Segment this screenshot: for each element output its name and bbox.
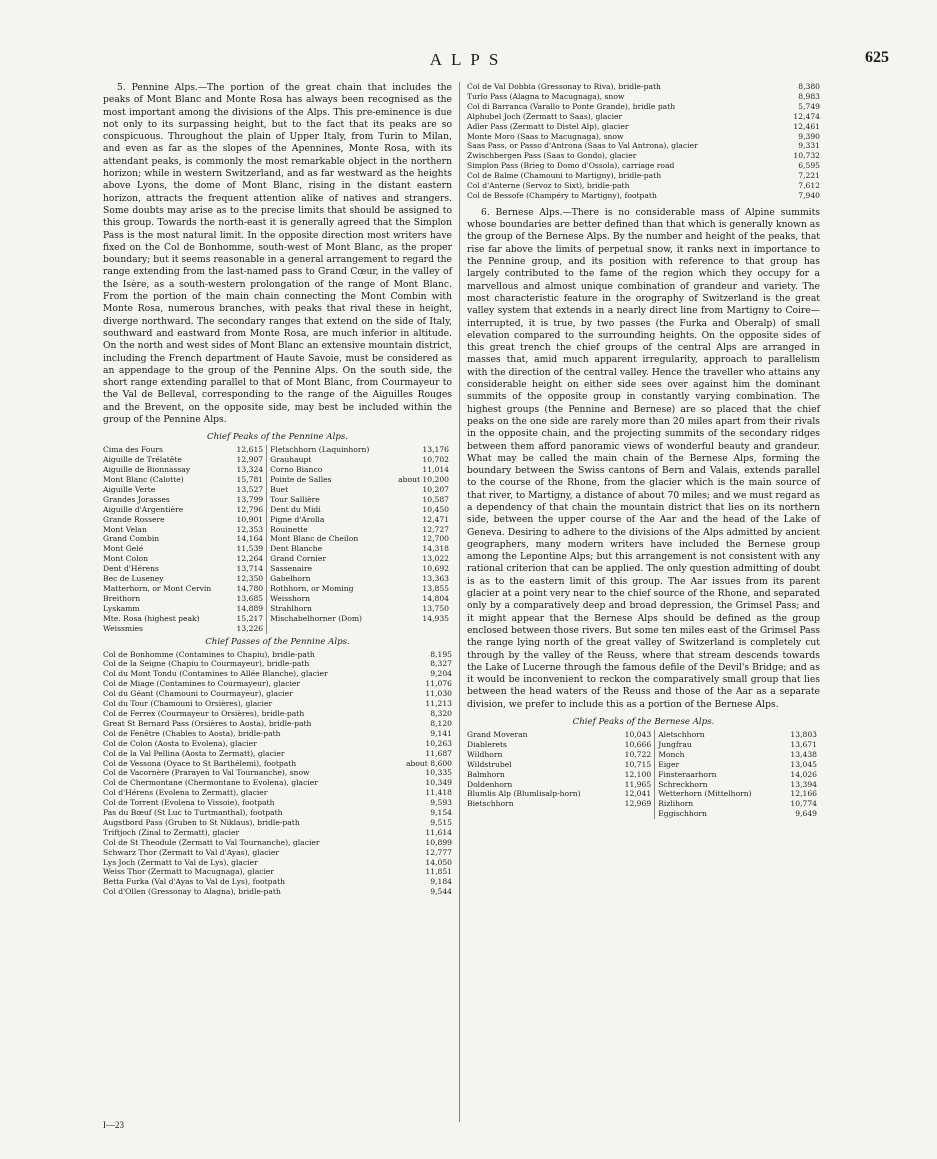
pass-name: Col di Barranca (Varallo to Ponte Grande), bridle path [467, 101, 676, 111]
pass-name: Col de Balme (Chamouni to Martigny), bridle-path [467, 171, 662, 181]
peak-height: 12,969 [624, 799, 652, 809]
peak-name: Aletschhorn [655, 730, 782, 740]
peak-row [103, 594, 452, 604]
peak-name: Grand Cornier [267, 554, 389, 564]
bernese-peaks-caption: Chief Peaks of the Bernese Alps. [572, 717, 715, 728]
peak-name: Grand Combin [103, 534, 160, 544]
peak-height: 14,318 [422, 544, 449, 554]
bernese-peaks-table [467, 730, 820, 819]
pass-row [103, 719, 452, 729]
pass-row [103, 788, 452, 798]
peak-name: Aiguille de Trélatête [103, 455, 182, 465]
pass-row [103, 729, 452, 739]
peak-height [615, 809, 654, 819]
pass-height: 9,390 [798, 131, 820, 141]
peak-row [467, 809, 820, 819]
peak-height: 13,438 [790, 749, 817, 759]
pass-row [103, 759, 452, 769]
peak-name: Schreckhorn [655, 780, 782, 790]
peak-height: 13,324 [236, 465, 264, 475]
pass-name: Col du Mont Tondu (Contamines to Allée Blanche), glacier [103, 669, 328, 679]
peak-name: Bietschhorn [467, 799, 514, 809]
peak-name: Mte. Rosa (highest peak) [103, 613, 200, 623]
pass-row [103, 818, 452, 828]
pass-height: 9,515 [430, 817, 452, 827]
peak-name: Doldenhorn [467, 779, 513, 789]
pass-name: Zwischbergen Pass (Saas to Gondo), glacier [467, 151, 637, 161]
pass-height: 11,614 [425, 827, 452, 837]
peak-height: 15,217 [236, 613, 264, 623]
peak-height: 9,649 [795, 809, 817, 819]
peak-name [267, 624, 389, 634]
column-divider [459, 82, 460, 1122]
peak-height: 12,796 [236, 504, 264, 514]
peak-height: 10,715 [624, 759, 652, 769]
pass-name: Col d'Anterne (Servoz to Sixt), bridle-path [467, 181, 630, 191]
peak-name: Buet [267, 485, 389, 495]
pass-row [103, 768, 452, 778]
peak-height: 14,164 [236, 534, 264, 544]
pass-name: Simplon Pass (Brieg to Domo d'Ossola), carriage road [467, 161, 675, 171]
peak-name: Monch [655, 750, 782, 760]
pass-name: Col de Chermontane (Chermontane to Evolena), glacier [103, 778, 318, 788]
pass-height: 6,595 [798, 161, 820, 171]
peak-height: 13,045 [790, 759, 817, 769]
pass-name: Turlo Pass (Alagna to Macugnaga), snow [467, 91, 625, 101]
peak-name: Wetterhorn (Mittelhorn) [655, 789, 782, 799]
pass-height: about 8,600 [405, 758, 452, 768]
peak-height: 13,671 [790, 739, 817, 749]
peak-row [103, 475, 452, 485]
pass-name: Col d'Hérens (Evolena to Zermatt), glacier [103, 788, 268, 798]
bernese-alps-paragraph: 6. Bernese Alps.—There is no considerable mass of Alpine summits whose boundaries are better defined than that which is generally known as the group of the Bernese Alps. By the number and height of the peaks, that rise far above the limits of perpetual snow, it ranks next in importance to the Pennine group, and its position with reference to that group has largely contributed to the fame of the region which they occupy for a marvellous and almost unique combination of grandeur and variety. The most characteristic feature in the orography of Switzerland is the great valley system that extends in a nearly direct line from Martigny to Coire—interrupted, it is true, by two passes (the Furka and Oberalp) of small elevation compared to the surrounding heights. On the opposite sides of this great trench the chief groups of the central Alps are arranged in masses that, amid much apparent irregularity, approach to parallelism with the direction of the central valley. Hence the traveller who attains any considerable height on either side sees over against him the dominant summits of the opposite group in constantly varying combination. The highest groups (the Pennine and Bernese) are so placed that the chief peaks on the one side are rarely more than 20 miles apart from their rivals in the opposite chain, and the projecting summits of the secondary ridges between them afford panoramic views of wonderful beauty and grandeur. What may be called the main chain of the Bernese Alps, forming the boundary between the Swiss cantons of Bern and Valais, extends parallel to the course of the Rhone, from the glacier which is the main source of that river, to Martigny, a distance of about 70 miles; and we must regard as a dependency of that chain the mountain district that lies on its northern side, between the upper course of the Aar and the head of the Lake of Geneva. Desiring to adhere to the divisions of the Alps admitted by ancient geographers, many modern writers have included the Bernese group among the Lepontine Alps; but this arrangement is not consistent with any rational criterion that can be applied. The only question admitting of doubt is as to the eastern limit of this group. The Aar issues from its parent glacier at a point very near to the chief source of the Rhone, and separated only by a comparatively deep and broad depression, the Grimsel Pass; and it might appear that the Bernese Alps should be defined as the group enclosed between those rivers. But some ten miles east of the Grimsel Pass the range lying north of the great valley of Switzerland is completely cut through by the valley of the Reuss, where that stream descends towards the Lake of Lucerne through the famous defile of the Devil's Bridge; and as it would be inconvenient to reckon the comparatively small group that lies between the head waters of the Reuss and those of the Aar as a separate division, we prefer to include this as a portion of the Bernese Alps. [467, 206, 820, 710]
peak-height: 12,907 [236, 455, 264, 465]
peak-row [467, 799, 820, 809]
peak-name: Jungfrau [655, 740, 782, 750]
peak-name: Dent du Midi [267, 505, 389, 515]
pass-row [103, 778, 452, 788]
pass-row [103, 848, 452, 858]
peak-height: 14,935 [422, 613, 449, 623]
peak-height: 13,363 [422, 574, 449, 584]
peak-name: Breithorn [103, 593, 141, 603]
peak-height: 14,804 [422, 593, 449, 603]
peak-height: 10,702 [422, 455, 449, 465]
pass-name: Col d'Ollen (Gressonay to Alagna), bridle-path [103, 887, 281, 897]
pass-name: Col de Val Dobbia (Gressonay to Riva), bridle-path [467, 82, 661, 91]
pass-height: 10,263 [425, 738, 452, 748]
pass-height: 8,195 [430, 649, 452, 659]
peak-row [103, 505, 452, 515]
pass-height: 9,544 [430, 887, 452, 897]
pass-height: 12,474 [793, 111, 820, 121]
pass-name: Col de la Val Pellina (Aosta to Zermatt), glacier [103, 748, 285, 758]
peak-height: 14,889 [236, 603, 264, 613]
pass-height: 9,593 [430, 798, 452, 808]
pass-height: 10,335 [425, 768, 452, 778]
peak-height: 13,022 [422, 554, 449, 564]
pass-name: Saas Pass, or Passo d'Antrona (Saas to Val Antrona), glacier [467, 141, 698, 151]
peak-row [103, 544, 452, 554]
pass-height: 7,221 [798, 171, 820, 181]
peak-height: 15,781 [236, 475, 264, 485]
pass-height: 9,184 [430, 877, 452, 887]
peak-row [103, 614, 452, 624]
pass-row [103, 659, 452, 669]
peak-height: 10,774 [790, 799, 817, 809]
peak-name: Dent Blanche [267, 544, 389, 554]
pass-name: Col de Bonhomme (Contamines to Chapiu), bridle-path [103, 649, 315, 659]
pass-row [467, 181, 820, 191]
peak-name: Grandes Jorasses [103, 494, 170, 504]
pass-name: Col de Ferrex (Courmayeur to Orsières), bridle-path [103, 708, 305, 718]
peak-row [103, 604, 452, 614]
peak-row [103, 554, 452, 564]
pass-name: Col de Vessona (Oyace to St Barthélemi), footpath [103, 758, 297, 768]
pass-row [467, 171, 820, 181]
pass-height: 9,331 [798, 141, 820, 151]
pass-height: 9,141 [430, 728, 452, 738]
peak-name: Lyskamm [103, 603, 140, 613]
pass-height: 7,940 [798, 190, 820, 200]
pennine-alps-paragraph: 5. Pennine Alps.—The portion of the great chain that includes the peaks of Mont Blanc and Monte Rosa has always been recognised as the most important among the divisions of the Alps. This pre-eminence is due not only to its surpassing height, but to the fact that its peaks are so conspicuous. Throughout the plain of Upper Italy, from Turin to Milan, and even as far as the slopes of the Apennines, Monte Rosa, with its attendant peaks, is commonly the most remarkable object in the northern horizon; while in western Switzerland, and as far westward as the heights above Lyons, the dome of Mont Blanc, rising in the distant eastern horizon, attracts the frequent attention alike of natives and strangers. Some doubts may arise as to the precise limits that should be assigned to this group. Towards the north-east it is generally agreed that the Simplon Pass is the most natural limit. In the opposite direction most writers have fixed on the Col de Bonhomme, south-west of Mont Blanc, as the proper boundary; but it seems reasonable in a general arrangement to regard the range extending from the last-named pass to Grand Cœur, in the valley of the Isère, as a south-western prolongation of the range of Mont Blanc. From the portion of the main chain connecting the Mont Combin with Monte Rosa, numerous branches, with peaks that rival these in height, diverge northward. The secondary ranges that extend on the side of Italy, southward and eastward from Monte Rosa, are much inferior in altitude. On the north and west sides of Mont Blanc an extensive mountain district, including the French department of Haute Savoie, must be considered as an appendage to the group of the Pennine Alps. On the south side, the short range extending parallel to that of Mont Blanc, from Courmayeur to the Val de Belleval, corresponding to the range of the Aiguilles Rouges and the Brevent, on the opposite side, may best be included within the group of the Pennine Alps. [103, 82, 452, 426]
peak-row [103, 485, 452, 495]
peak-height: 14,026 [790, 769, 817, 779]
peak-name: Mont Velan [103, 524, 147, 534]
peak-row [103, 564, 452, 574]
pass-name: Col de St Theodule (Zermatt to Val Tournanche), glacier [103, 837, 320, 847]
pass-height: 14,050 [425, 857, 452, 867]
pass-name: Col de Miage (Contamines to Courmayeur), glacier [103, 679, 301, 689]
peak-name: Wildhorn [467, 749, 503, 759]
peak-row [103, 495, 452, 505]
peak-row [467, 740, 820, 750]
pass-height: 8,380 [798, 82, 820, 91]
peak-name: Weissmies [103, 623, 143, 633]
pass-name: Great St Bernard Pass (Orsières to Aosta), bridle-path [103, 718, 312, 728]
peak-name: Finsteraarhorn [655, 770, 782, 780]
pass-name: Col de la Seigne (Chapiu to Courmayeur), bridle-path [103, 659, 310, 669]
peak-row [467, 780, 820, 790]
pass-row [467, 141, 820, 151]
peak-height: 10,043 [624, 730, 652, 740]
peak-row [103, 455, 452, 465]
peak-name [467, 809, 615, 819]
pass-height: 11,030 [425, 689, 452, 699]
peak-height: 12,615 [236, 445, 264, 455]
pass-name: Col du Tour (Chamouni to Orsières), glacier [103, 699, 273, 709]
pass-height: 10,732 [793, 151, 820, 161]
pass-row [103, 877, 452, 887]
pass-name: Adler Pass (Zermatt to Distel Alp), glacier [467, 121, 629, 131]
pass-name: Monte Moro (Saas to Macugnaga), snow [467, 131, 624, 141]
peak-name: Pigne d'Arolla [267, 515, 389, 525]
pass-name: Col de Vacornère (Prarayen to Val Tournanche), snow [103, 768, 310, 778]
pass-height: 8,327 [430, 659, 452, 669]
peak-height: 13,394 [790, 779, 817, 789]
pass-height: 5,749 [798, 101, 820, 111]
pass-height: 11,213 [425, 699, 452, 709]
pass-row [103, 798, 452, 808]
peak-name: Wildstrubel [467, 759, 512, 769]
peak-height: 12,041 [624, 789, 652, 799]
peak-height: 13,750 [422, 603, 449, 613]
peak-height: 13,527 [236, 484, 264, 494]
peak-row [103, 574, 452, 584]
pass-name: Col du Géant (Chamouni to Courmayeur), glacier [103, 689, 293, 699]
peak-height: 12,100 [624, 769, 652, 779]
peak-name: Eggischhorn [655, 809, 782, 819]
pass-row [103, 867, 452, 877]
pass-row [103, 699, 452, 709]
page-number: 625 [865, 49, 889, 66]
peak-height: 13,685 [236, 593, 264, 603]
peak-name: Strahlhorn [267, 604, 389, 614]
peak-row [103, 534, 452, 544]
peak-height: 12,353 [236, 524, 264, 534]
pass-row [103, 689, 452, 699]
peak-name: Dent d'Hérens [103, 564, 159, 574]
pass-name: Col de Fenêtre (Chables to Aosta), bridle-path [103, 728, 281, 738]
pass-row [103, 650, 452, 660]
peak-name: Grand Moveran [467, 730, 528, 740]
pass-row [103, 858, 452, 868]
peak-height: 12,727 [422, 524, 449, 534]
pass-height: 12,777 [425, 847, 452, 857]
pass-height: 7,612 [798, 181, 820, 191]
peak-name: Gabelhorn [267, 574, 389, 584]
pass-row [103, 808, 452, 818]
pass-name: Weiss Thor (Zermatt to Macugnaga), glacier [103, 867, 275, 877]
peak-row [467, 789, 820, 799]
pass-height: 11,418 [425, 788, 452, 798]
pass-name: Triftjoch (Zinal to Zermatt), glacier [103, 827, 240, 837]
peak-name: Sassenaire [267, 564, 389, 574]
peak-name: Balmhorn [467, 769, 505, 779]
peak-row [467, 770, 820, 780]
pennine-peaks-caption: Chief Peaks of the Pennine Alps. [207, 432, 348, 443]
peak-name: Bec de Luseney [103, 574, 164, 584]
peak-name: Tour Sallière [267, 495, 389, 505]
pass-height: 9,154 [430, 808, 452, 818]
peak-height: 12,264 [236, 554, 264, 564]
peak-name: Eiger [655, 760, 782, 770]
pass-height: 8,120 [430, 718, 452, 728]
peak-row [103, 584, 452, 594]
peak-height: 12,350 [236, 574, 264, 584]
pass-name: Col de Colon (Aosta to Evolena), glacier [103, 738, 257, 748]
pass-row [467, 132, 820, 142]
peak-height: 13,714 [236, 564, 264, 574]
left-column [103, 82, 452, 903]
peak-name: Pointe de Salles [267, 475, 389, 485]
peak-height: 11,539 [236, 544, 264, 554]
pass-row [103, 828, 452, 838]
peak-name: Grauhaupt [267, 455, 389, 465]
peak-height: 13,803 [790, 730, 817, 740]
peak-height: 10,666 [624, 739, 652, 749]
peak-height: 13,799 [236, 494, 264, 504]
pass-height: 10,899 [425, 837, 452, 847]
peak-name: Fletschhorn (Laquinhorn) [267, 445, 389, 455]
peak-height: 10,450 [422, 504, 449, 514]
peak-row [103, 445, 452, 455]
pennine-passes-caption: Chief Passes of the Pennine Alps. [205, 636, 350, 647]
pass-row [467, 92, 820, 102]
peak-height: 10,692 [422, 564, 449, 574]
pass-row [103, 838, 452, 848]
peak-name: Blumlis Alp (Blumlisalp-horn) [467, 789, 581, 799]
peak-height: 10,901 [236, 514, 264, 524]
peak-height [388, 624, 452, 634]
pass-name: Augstbord Pass (Gruben to St Niklaus), bridle-path [103, 817, 300, 827]
pennine-passes-list [103, 650, 452, 898]
pass-row [467, 161, 820, 171]
peak-height: 13,176 [422, 445, 449, 455]
peak-row [103, 515, 452, 525]
pass-row [103, 679, 452, 689]
pass-height: 12,461 [793, 121, 820, 131]
peak-height: about 10,200 [398, 475, 449, 485]
pass-row [467, 122, 820, 132]
peak-name: Aiguille Verte [103, 484, 156, 494]
pass-row [103, 887, 452, 897]
pass-row [467, 151, 820, 161]
peak-row [467, 750, 820, 760]
peak-row [103, 624, 452, 634]
pass-name: Alphubel Joch (Zermatt to Saas), glacier [467, 111, 623, 121]
pass-name: Betta Furka (Val d'Ayas to Val de Lys), footpath [103, 877, 286, 887]
pass-row [467, 112, 820, 122]
pass-height: 11,851 [425, 867, 452, 877]
peak-name: Mont Colon [103, 554, 148, 564]
peak-name: Rouinette [267, 525, 389, 535]
pass-row [467, 102, 820, 112]
pass-height: 9,204 [430, 669, 452, 679]
pass-name: Col de Bessofe (Champéry to Martigny), footpath [467, 190, 657, 200]
peak-name: Cima des Fours [103, 445, 163, 455]
pass-height: 11,687 [425, 748, 452, 758]
pennine-passes-list-continued [467, 82, 820, 201]
pass-name: Schwarz Thor (Zermatt to Val d'Ayas), glacier [103, 847, 280, 857]
peak-height: 12,471 [422, 514, 449, 524]
right-column [467, 82, 820, 819]
peak-height: 10,722 [624, 749, 652, 759]
peak-name: Aiguille de Bionnassay [103, 465, 191, 475]
pass-row [467, 191, 820, 201]
pass-height: 10,349 [425, 778, 452, 788]
signature-mark: I—23 [103, 1120, 124, 1130]
peak-name: Matterhorn, or Mont Cervin [103, 584, 212, 593]
pass-row [103, 709, 452, 719]
pass-row [467, 82, 820, 92]
pass-name: Lys Joch (Zermatt to Val de Lys), glacier [103, 857, 258, 867]
pass-row [103, 669, 452, 679]
pass-name: Pas du Bœuf (St Luc to Turtmanthal), footpath [103, 808, 283, 818]
peak-name: Mont Gelé [103, 544, 144, 554]
pass-height: 8,320 [430, 708, 452, 718]
peak-height: 11,014 [422, 465, 449, 475]
peak-height: 13,226 [236, 623, 264, 633]
peak-name: Aiguille d'Argentière [103, 504, 184, 514]
peak-name: Rizlihorn [655, 799, 782, 809]
peak-row [467, 730, 820, 740]
peak-height: 13,855 [422, 584, 449, 593]
peak-name: Grande Rossere [103, 514, 165, 524]
peak-height: 14,780 [236, 584, 264, 593]
peak-row [103, 465, 452, 475]
pass-height: 8,983 [798, 91, 820, 101]
pennine-peaks-table [103, 445, 452, 633]
peak-name: Mischabelhorner (Dom) [267, 614, 389, 624]
peak-height: 11,965 [624, 779, 652, 789]
peak-row [467, 760, 820, 770]
pass-row [103, 749, 452, 759]
peak-name: Rothhorn, or Moming [267, 584, 389, 594]
peak-height: 12,166 [790, 789, 817, 799]
peak-name: Weisshorn [267, 594, 389, 604]
peak-name: Mont Blanc de Cheilon [267, 534, 389, 544]
running-title: ALPS [429, 50, 508, 69]
peak-height: 10,587 [422, 494, 449, 504]
peak-height: 10,207 [422, 484, 449, 494]
peak-name: Corno Bianco [267, 465, 389, 475]
peak-name: Diablerets [467, 739, 507, 749]
peak-name: Mont Blanc (Calotte) [103, 475, 184, 485]
pass-height: 11,076 [425, 679, 452, 689]
peak-row [103, 525, 452, 535]
pass-name: Col de Torrent (Evolena to Vissoie), footpath [103, 798, 275, 808]
peak-height: 12,700 [422, 534, 449, 544]
pass-row [103, 739, 452, 749]
